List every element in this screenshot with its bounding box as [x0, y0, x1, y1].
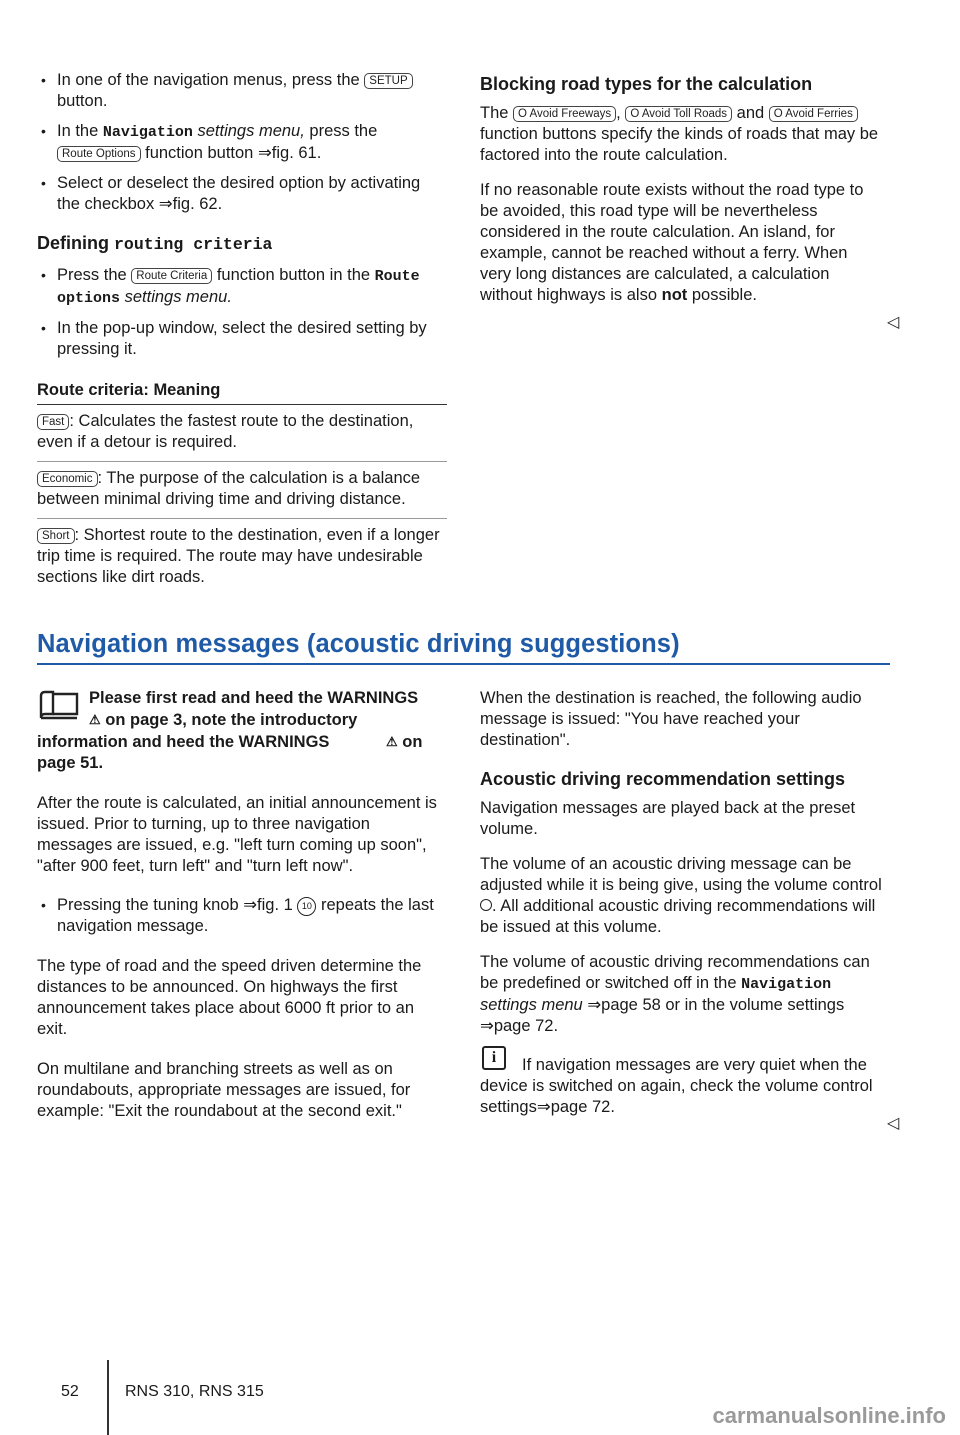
right-column-top — [480, 74, 885, 306]
tuning-knob-icon: 10 — [297, 897, 316, 916]
warning-icon: ⚠ — [89, 712, 101, 727]
instruction-bullet: • Press the Route Criteria function button in the Route options settings menu. — [57, 265, 447, 309]
right-column-bottom — [480, 688, 885, 1118]
acoustic-settings-heading: Acoustic driving recommendation settings — [480, 769, 846, 789]
section-end-mark: ◁ — [887, 1115, 900, 1132]
paragraph: Navigation messages are played back at the preset volume. — [480, 799, 856, 838]
avoid-toll-roads-key: O Avoid Toll Roads — [625, 106, 732, 122]
instruction-bullet: • Pressing the tuning knob ⇒fig. 1 10 repeats the last navigation message. — [57, 895, 447, 937]
left-column-top — [37, 70, 447, 596]
paragraph: The O Avoid Freeways , O Avoid Toll Roads and O Avoid Ferries function buttons specify the kinds of roads that may be factored into the route calculation. — [480, 104, 879, 164]
model-label: RNS 310, RNS 315 — [125, 1383, 264, 1400]
table-row: Fast : Calculates the fastest route to the destination, even if a detour is required. — [37, 405, 447, 462]
page-number: 52 — [61, 1383, 79, 1400]
instruction-bullet: • In the Navigation settings menu, press the Route Options function button ⇒fig. 61. — [57, 121, 447, 164]
paragraph: The volume of acoustic driving recommendations can be predefined or switched off in the Navigation settings menu ⇒page 58 or in the volume settings ⇒page 72. — [480, 953, 870, 1035]
avoid-ferries-key: O Avoid Ferries — [769, 106, 858, 122]
paragraph: When the destination is reached, the following audio message is issued: "You have reached your destination". — [480, 689, 862, 749]
section-end-mark: ◁ — [887, 314, 900, 331]
instruction-bullet: • Select or deselect the desired option by activating the checkbox ⇒fig. 62. — [57, 173, 447, 215]
table-header: Route criteria: Meaning — [37, 380, 447, 405]
blocking-road-types-heading: Blocking road types for the calculation — [480, 74, 813, 94]
paragraph: On multilane and branching streets as well as on roundabouts, appropriate messages are issued, for example: "Exit the roundabout at the second exit." — [37, 1060, 411, 1120]
table-row: Economic : The purpose of the calculation is a balance between minimal driving time and driving distance. — [37, 462, 447, 519]
warning-notice: Please first read and heed the WARNINGS ⚠ on page 3, note the introductory information and heed the WARNINGS ⚠ on page 51. — [37, 689, 423, 772]
defining-criteria-heading: Defining routing criteria — [37, 233, 273, 254]
left-column-bottom — [37, 688, 447, 1122]
instruction-bullet: • In the pop-up window, select the desired setting by pressing it. — [57, 318, 447, 360]
instruction-bullet: • In one of the navigation menus, press the SETUP button. — [57, 70, 447, 112]
route-options-key: Route Options — [57, 146, 141, 162]
paragraph: The volume of an acoustic driving message can be adjusted while it is being give, using the volume control . All additional acoustic driving recommendations will be issued at this volume. — [480, 855, 882, 936]
paragraph: After the route is calculated, an initial announcement is issued. Prior to turning, up to three navigation messages are issued, e.g. "left turn coming up soon", "after 900 feet, turn left" and "turn left now". — [37, 794, 437, 875]
route-criteria-key: Route Criteria — [131, 268, 212, 284]
warning-icon: ⚠ — [386, 734, 398, 749]
setup-key: SETUP — [364, 73, 412, 89]
book-icon — [37, 688, 81, 724]
info-note: If navigation messages are very quiet when the device is switched on again, check the volume control settings⇒page 72. — [480, 1056, 873, 1116]
watermark: carmanualsonline.info — [712, 1403, 946, 1428]
volume-control-icon — [480, 899, 492, 911]
info-icon: i — [482, 1046, 506, 1070]
paragraph: The type of road and the speed driven determine the distances to be announced. On highways the first announcement takes place about 6000 ft prior to an exit. — [37, 957, 422, 1038]
footer-divider — [107, 1360, 109, 1435]
criteria-table — [37, 380, 447, 596]
avoid-freeways-key: O Avoid Freeways — [513, 106, 616, 122]
paragraph: If no reasonable route exists without the road type to be avoided, this road type will be nevertheless considered in the route calculation. An island, for example, cannot be reached without a ferry. When very long distances are calculated, a calculation without highways is also not possible. — [480, 181, 864, 304]
section-title: Navigation messages (acoustic driving suggestions) — [37, 630, 890, 665]
table-row: Short : Shortest route to the destination, even if a longer trip time is required. The route may have undesirable sections like dirt roads. — [37, 526, 440, 586]
